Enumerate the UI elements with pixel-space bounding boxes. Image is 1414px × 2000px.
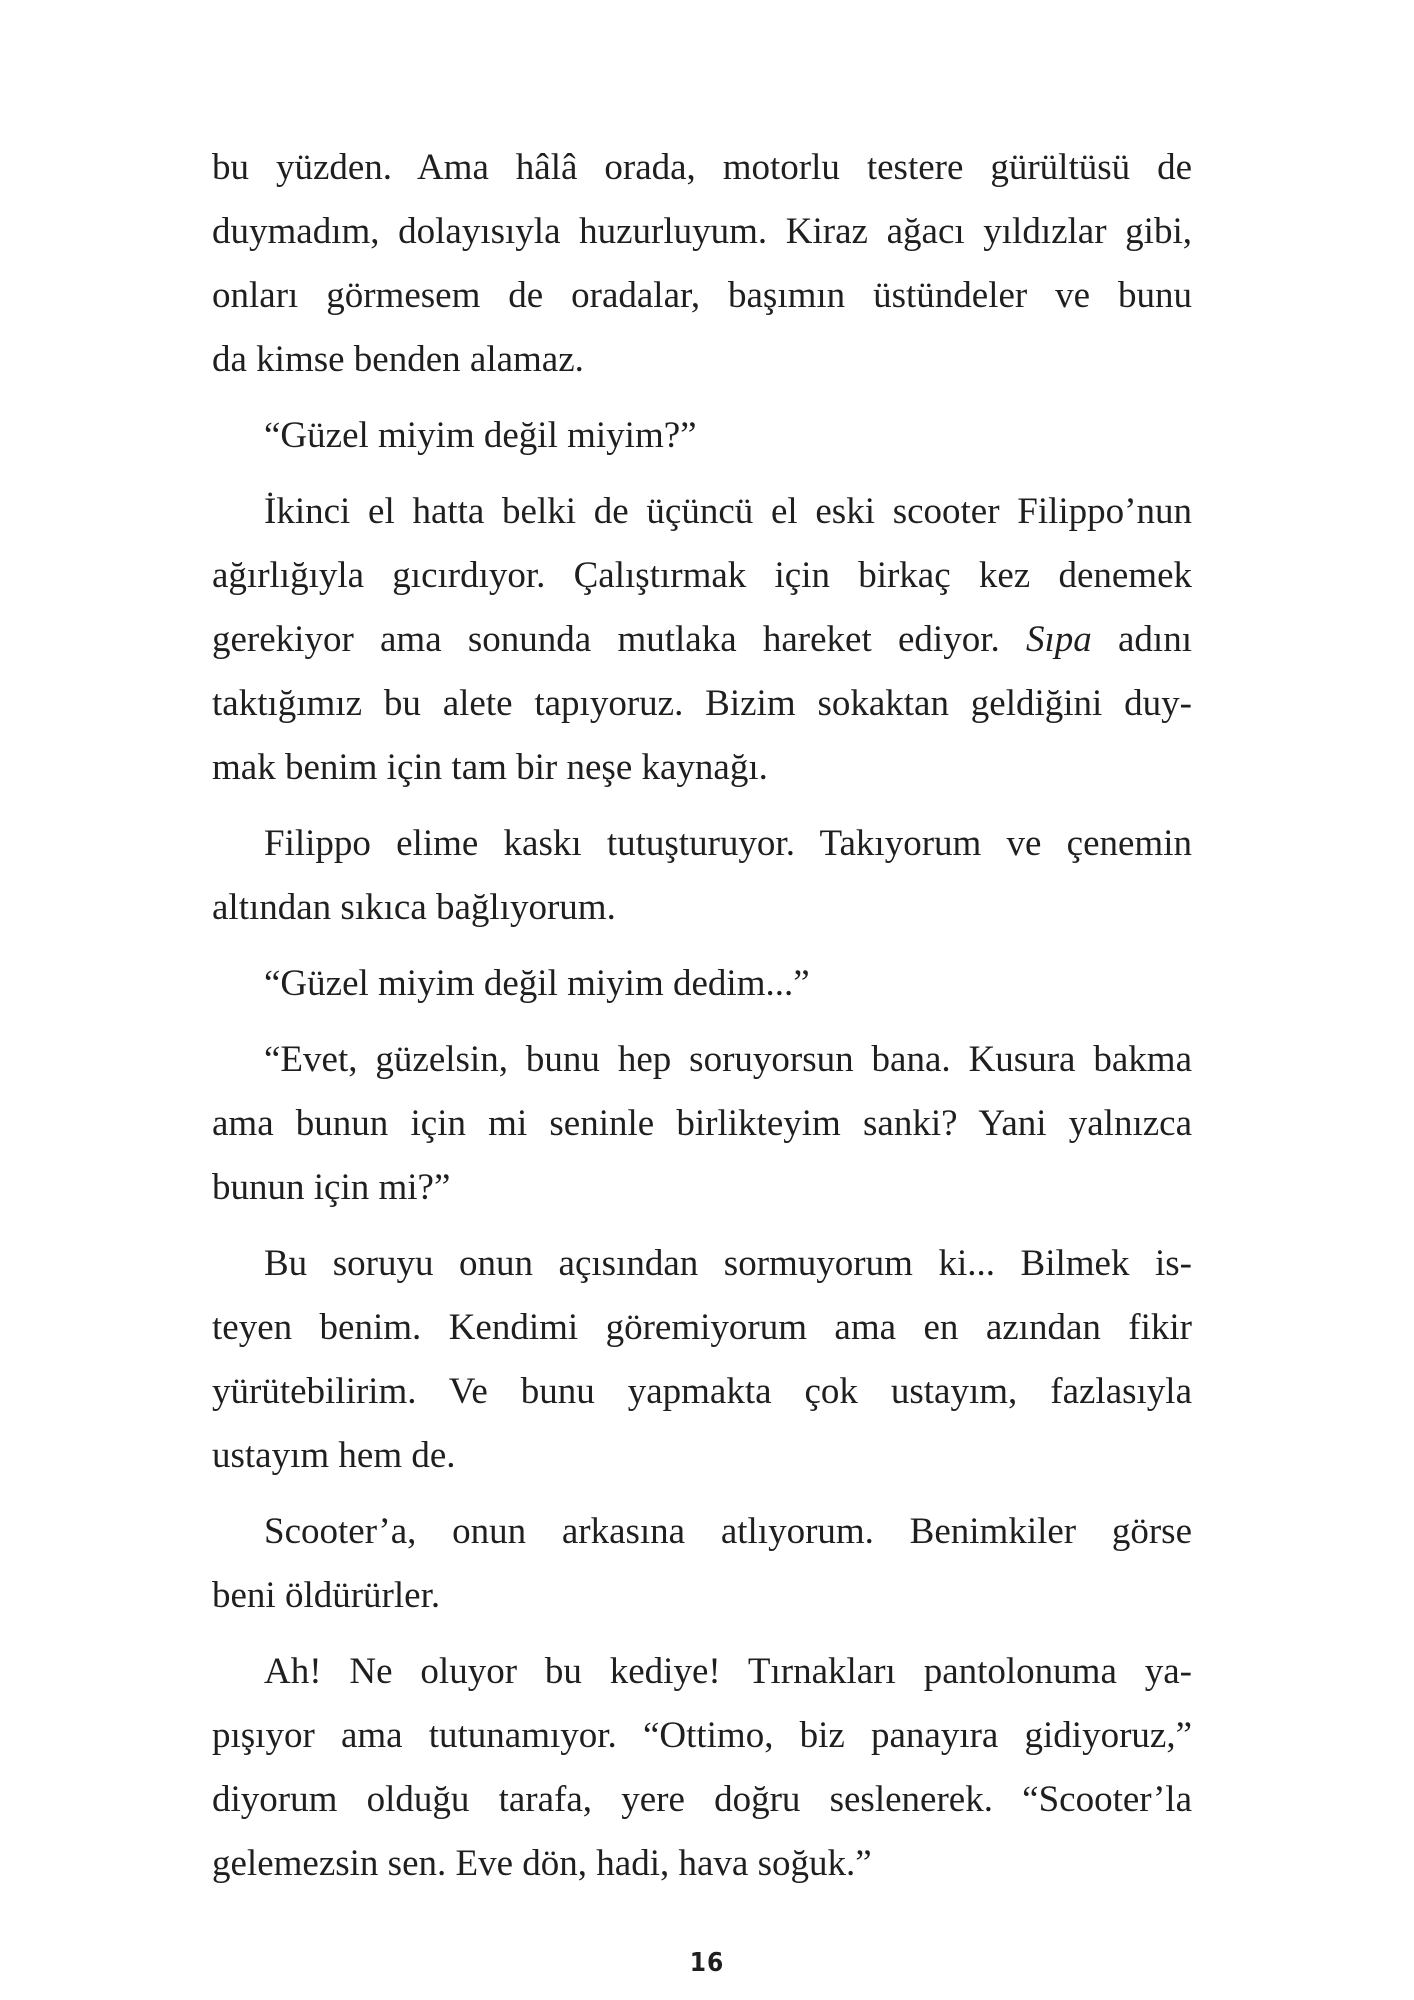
- text-line: da kimse benden alamaz.: [212, 339, 584, 380]
- text-line: teyen benim. Kendimi göremiyorum ama en azından fikir: [212, 1307, 1192, 1348]
- text-line: Bu soruyu onun açısından sormuyorum ki... Bilmek is-: [264, 1243, 1192, 1284]
- page-number: 16: [689, 1948, 725, 1978]
- text-line: beni öldürürler.: [212, 1575, 441, 1616]
- paragraph: [212, 480, 1192, 800]
- text-line: ama bunun için mi seninle birlikteyim sanki? Yani yalnızca: [212, 1103, 1192, 1144]
- text-line: yürütebilirim. Ve bunu yapmakta çok ustayım, fazlasıyla: [212, 1371, 1192, 1412]
- text-line: Scooter’a, onun arkasına atlıyorum. Benimkiler görse: [264, 1511, 1192, 1552]
- text-line: taktığımız bu alete tapıyoruz. Bizim sokaktan geldiğini duy-: [212, 683, 1192, 724]
- body-text: [212, 136, 1192, 1908]
- text-line: Ah! Ne oluyor bu kediye! Tırnakları pantolonuma ya-: [264, 1651, 1192, 1692]
- text-line: bunun için mi?”: [212, 1167, 451, 1208]
- text-line: duymadım, dolayısıyla huzurluyum. Kiraz ağacı yıldızlar gibi,: [212, 211, 1192, 252]
- text-line: gelemezsin sen. Eve dön, hadi, hava soğuk.”: [212, 1843, 872, 1884]
- paragraph: [212, 404, 1192, 468]
- text-line: “Güzel miyim değil miyim?”: [264, 415, 697, 456]
- text-line: altından sıkıca bağlıyorum.: [212, 887, 616, 928]
- paragraph: [212, 136, 1192, 392]
- text-line: bu yüzden. Ama hâlâ orada, motorlu testere gürültüsü de: [212, 147, 1192, 188]
- text-line: ustayım hem de.: [212, 1435, 456, 1476]
- paragraph: [212, 812, 1192, 940]
- text-line: “Evet, güzelsin, bunu hep soruyorsun bana. Kusura bakma: [264, 1039, 1192, 1080]
- text-line: İkinci el hatta belki de üçüncü el eski scooter Filippo’nun: [264, 491, 1192, 532]
- text-line: Filippo elime kaskı tutuşturuyor. Takıyorum ve çenemin: [264, 823, 1192, 864]
- text-line: mak benim için tam bir neşe kaynağı.: [212, 747, 768, 788]
- text-line: diyorum olduğu tarafa, yere doğru seslenerek. “Scooter’la: [212, 1779, 1192, 1820]
- text-segment: adını: [1091, 619, 1192, 660]
- paragraph: [212, 1232, 1192, 1488]
- text-line: ağırlığıyla gıcırdıyor. Çalıştırmak için birkaç kez denemek: [212, 555, 1192, 596]
- italic-word: Sıpa: [1025, 619, 1092, 660]
- paragraph: [212, 952, 1192, 1016]
- text-line: “Güzel miyim değil miyim dedim...”: [264, 963, 810, 1004]
- paragraph: [212, 1640, 1192, 1896]
- paragraph: [212, 1028, 1192, 1220]
- text-line: onları görmesem de oradalar, başımın üstündeler ve bunu: [212, 275, 1192, 316]
- text-line: pışıyor ama tutunamıyor. “Ottimo, biz panayıra gidiyoruz,”: [212, 1715, 1192, 1756]
- text-segment: gerekiyor ama sonunda mutlaka hareket ediyor.: [212, 619, 1026, 660]
- paragraph: [212, 1500, 1192, 1628]
- text-line: [212, 608, 1192, 672]
